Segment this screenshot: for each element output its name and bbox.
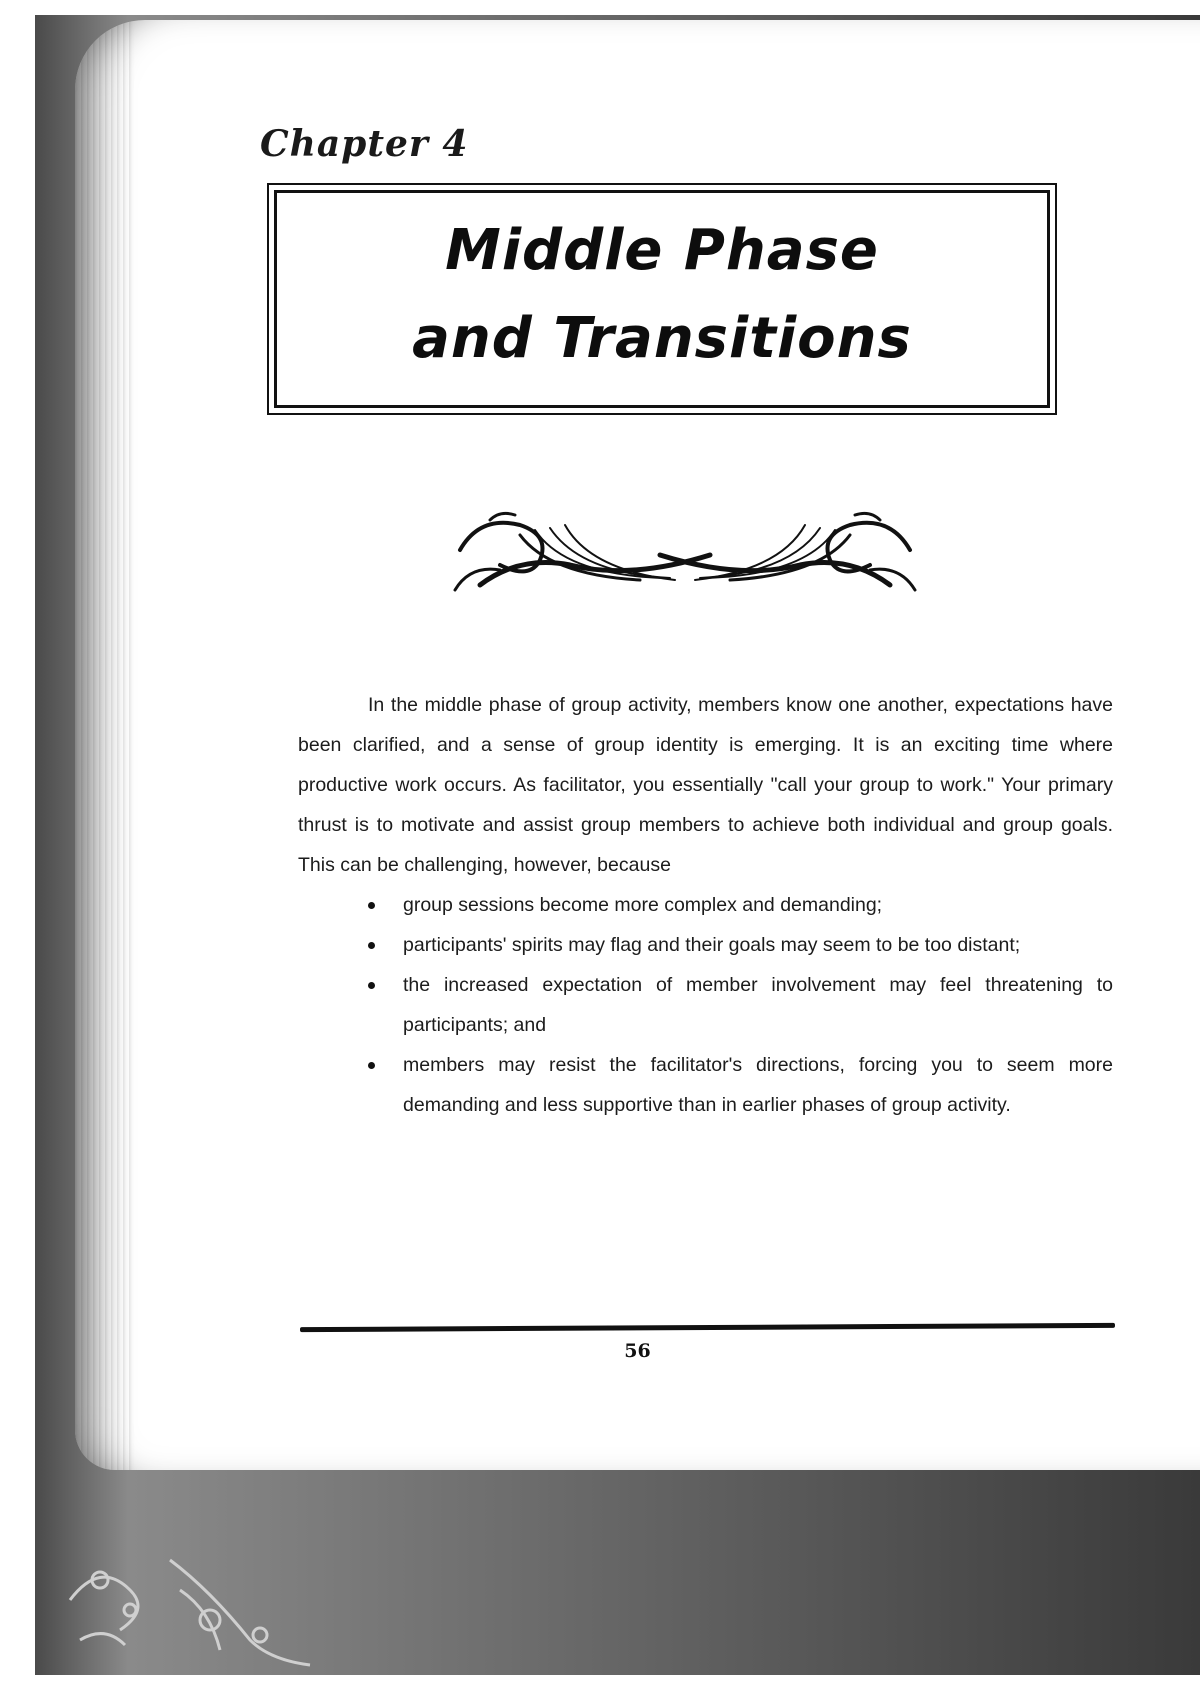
bullet-dot-icon	[368, 902, 375, 909]
page-number: 56	[624, 1340, 651, 1362]
title-box	[274, 190, 1050, 408]
title-line-1: Middle Phase	[445, 218, 879, 283]
footer-rule	[300, 1323, 1115, 1332]
book-page	[75, 20, 1200, 1470]
bullet-dot-icon	[368, 982, 375, 989]
list-item: the increased expectation of member involvement may feel threatening to participants; and	[368, 965, 1113, 1045]
page-edge-shadow	[75, 20, 135, 1470]
body-text	[298, 685, 1113, 1125]
bullet-dot-icon	[368, 1062, 375, 1069]
list-item: members may resist the facilitator's directions, forcing you to seem more demanding and less supportive than in earlier phases of group activity.	[368, 1045, 1113, 1125]
list-item: group sessions become more complex and demanding;	[368, 885, 1113, 925]
title-line-2: and Transitions	[412, 306, 912, 371]
intro-paragraph: In the middle phase of group activity, members know one another, expectations have been clarified, and a sense of group identity is emerging. It is an exciting time where productive work occurs. As facilitator, you essentially "call your group to work." Your primary thrust is to motivate and assist group members to achieve both individual and group goals. This can be challenging, however, because	[298, 694, 1113, 876]
chapter-label: Chapter 4	[260, 123, 469, 165]
bullet-dot-icon	[368, 942, 375, 949]
bullet-list	[298, 885, 1113, 1125]
paisley-pattern-icon	[60, 1540, 380, 1670]
list-item: participants' spirits may flag and their goals may seem to be too distant;	[368, 925, 1113, 965]
flourish-divider-icon	[450, 490, 920, 610]
